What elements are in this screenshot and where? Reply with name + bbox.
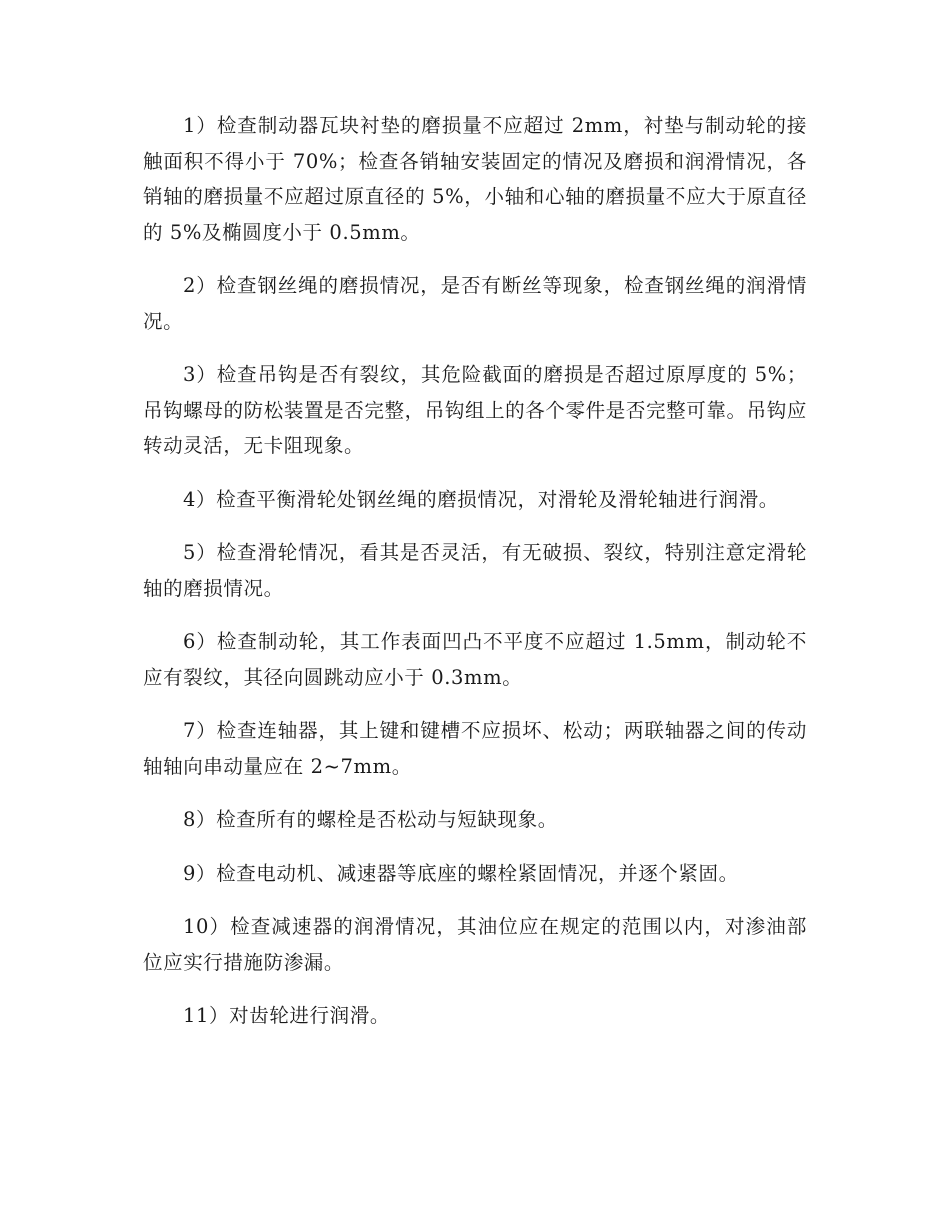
paragraph-10: 10）检查减速器的润滑情况，其油位应在规定的范围以内，对渗油部位应实行措施防渗漏。 [143,915,807,974]
paragraph-11: 11）对齿轮进行润滑。 [183,1004,390,1027]
paragraph-6: 6）检查制动轮，其工作表面凹凸不平度不应超过 1.5mm，制动轮不应有裂纹，其径向圆跳动应小于 0.3mm。 [143,630,807,689]
document-body [143,108,807,1052]
paragraph-1: 1）检查制动器瓦块衬垫的磨损量不应超过 2mm，衬垫与制动轮的接触面积不得小于 70%；检查各销轴安装固定的情况及磨损和润滑情况，各销轴的磨损量不应超过原直径的 5%，小轴和心轴的磨损量不应大于原直径的 5%及椭圆度小于 0.5mm。 [143,114,807,244]
paragraph-4: 4）检查平衡滑轮处钢丝绳的磨损情况，对滑轮及滑轮轴进行润滑。 [183,487,779,511]
paragraph-7: 7）检查连轴器，其上键和键槽不应损坏、松动；两联轴器之间的传动轴轴向串动量应在 2~7mm。 [143,719,807,778]
paragraph-2: 2）检查钢丝绳的磨损情况，是否有断丝等现象，检查钢丝绳的润滑情况。 [143,274,807,333]
paragraph-3: 3）检查吊钩是否有裂纹，其危险截面的磨损是否超过原厚度的 5%；吊钩螺母的防松装置是否完整，吊钩组上的各个零件是否完整可靠。吊钩应转动灵活，无卡阻现象。 [143,363,807,457]
paragraph-8: 8）检查所有的螺栓是否松动与短缺现象。 [183,808,558,831]
paragraph-5: 5）检查滑轮情况，看其是否灵活，有无破损、裂纹，特别注意定滑轮轴的磨损情况。 [143,541,807,600]
paragraph-9: 9）检查电动机、减速器等底座的螺栓紧固情况，并逐个紧固。 [183,861,739,885]
